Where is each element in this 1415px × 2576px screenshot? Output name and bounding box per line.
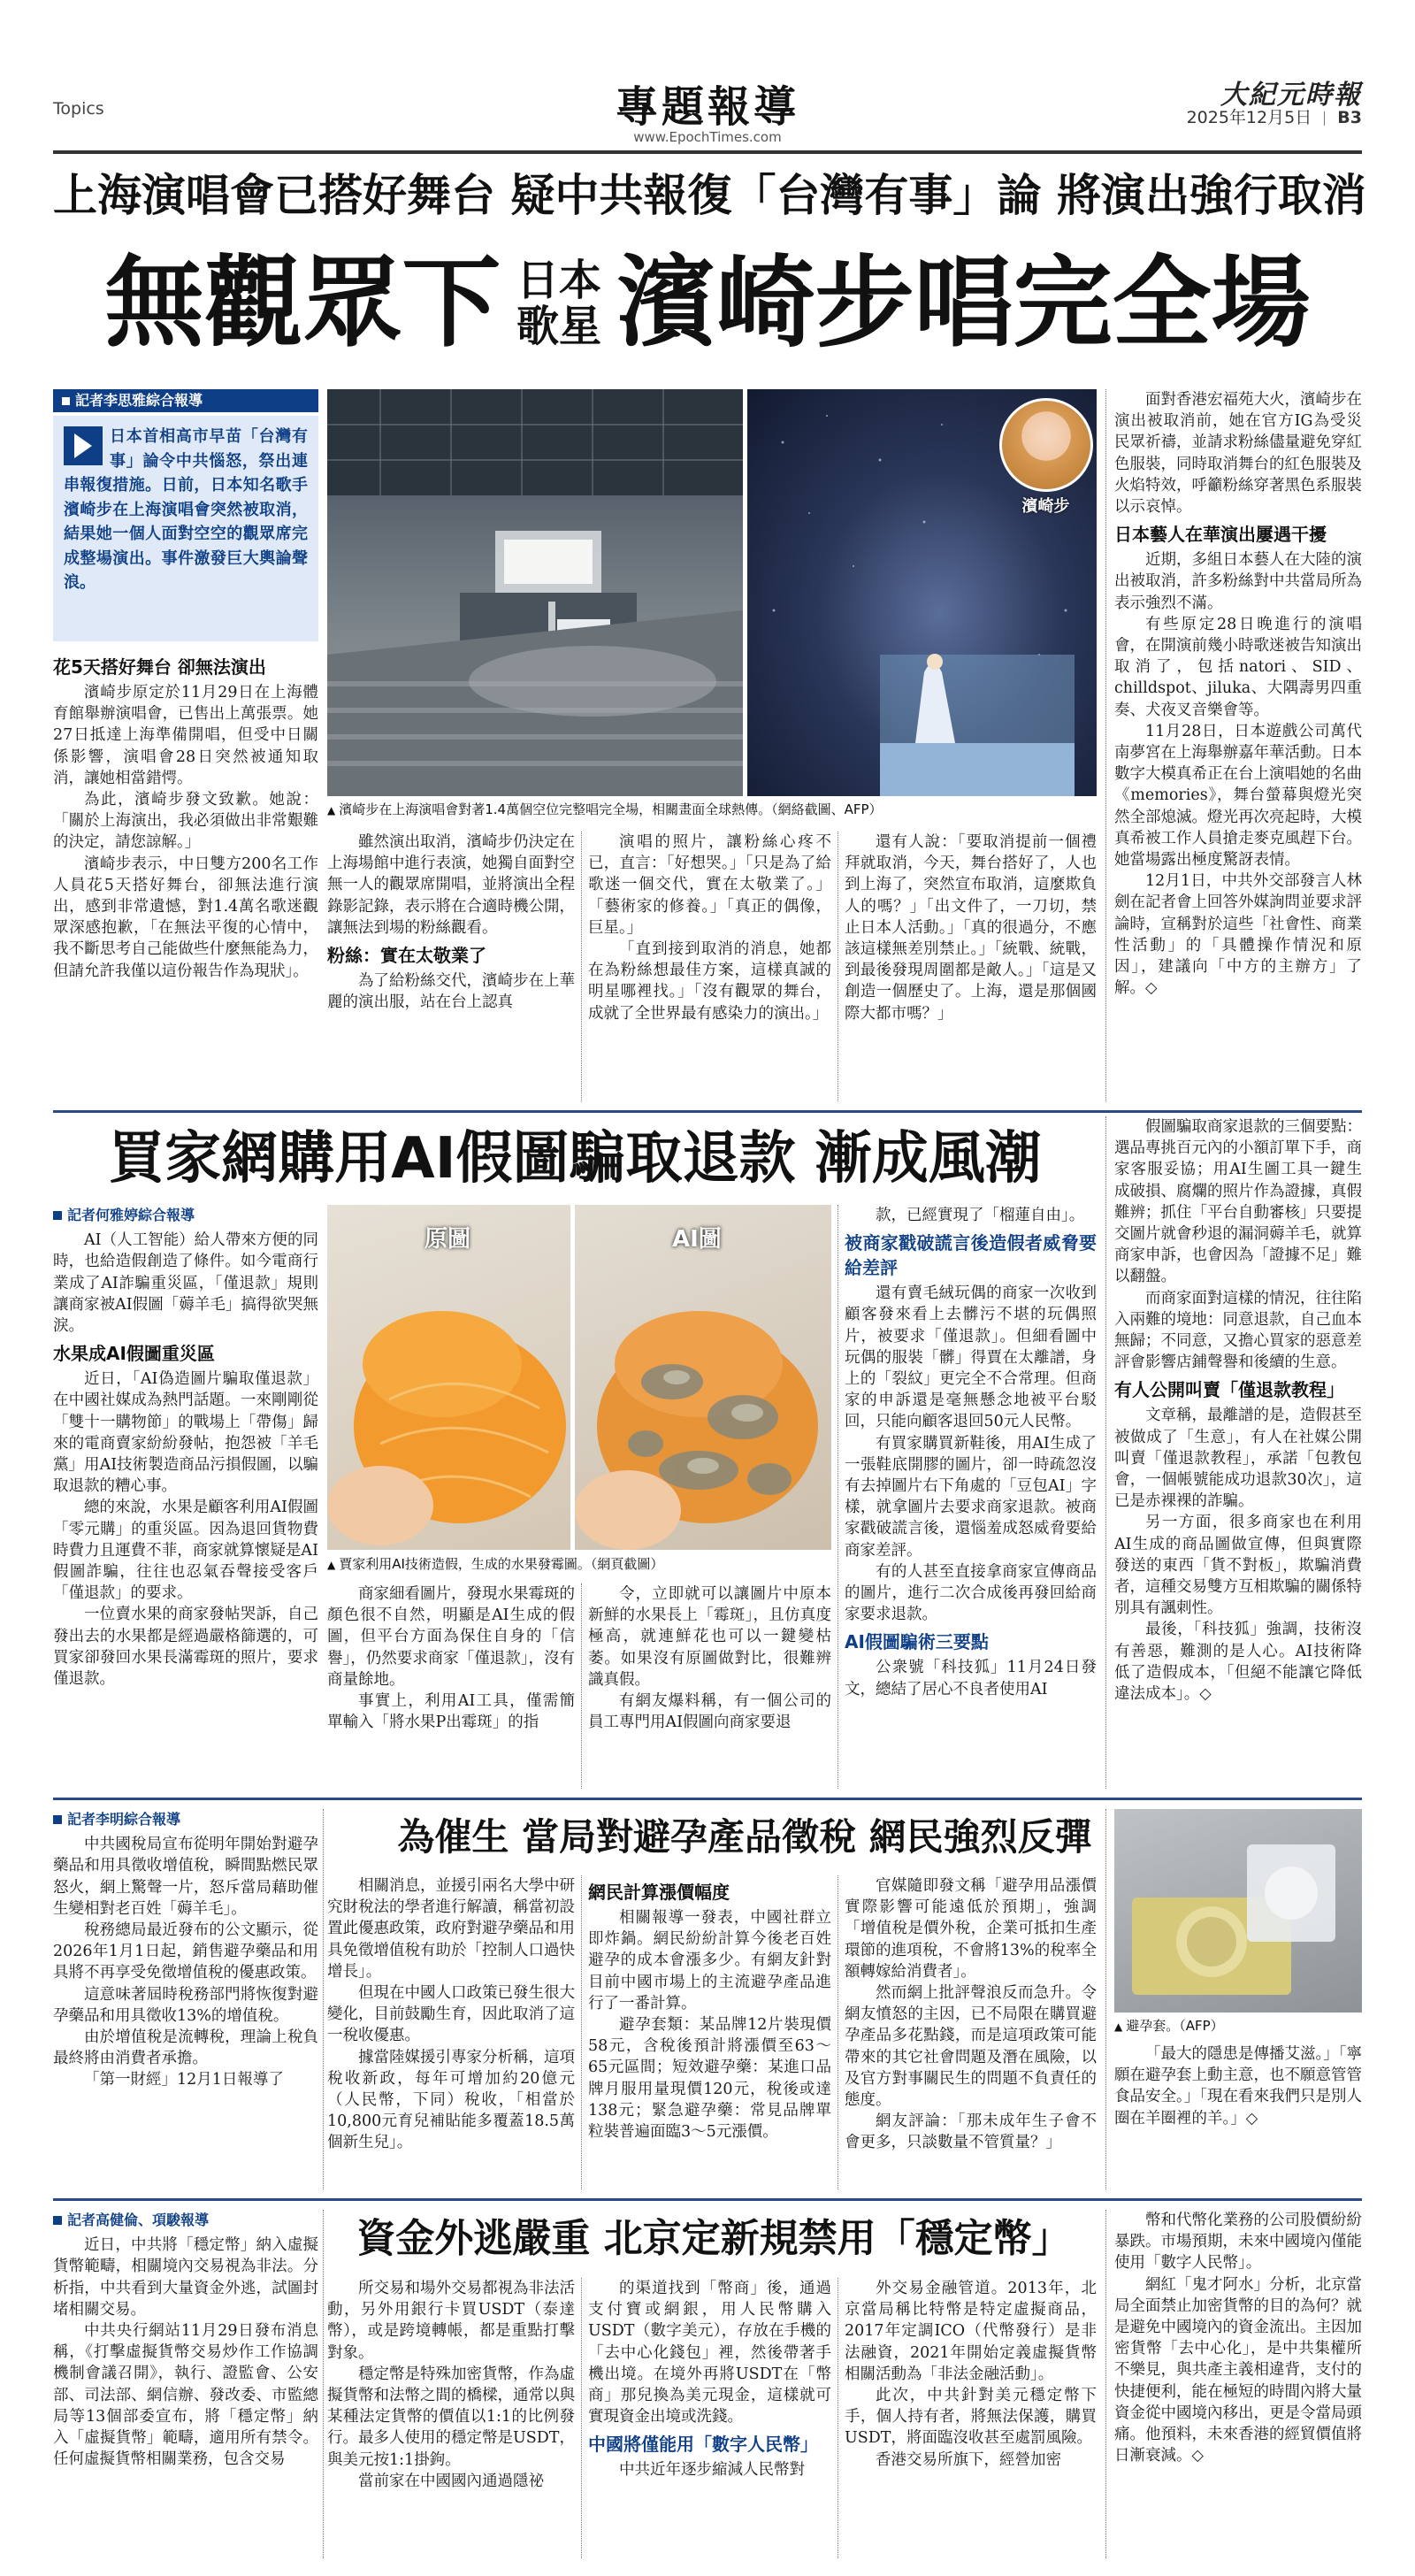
story2-paragraph: 有買家購買新鞋後，用AI生成了一張鞋底開膠的圖片，卻一時疏忽沒有去掉圖片右下角處的「豆包AI」字樣，就拿圖片去要求商家退款。被商家戳破謊言後，還惱羞成怒威脅要給商家差評。	[845, 1434, 1097, 1560]
story2-paragraph: 款，已經實現了「榴蓮自由」。	[876, 1207, 1085, 1224]
story3-column-1	[53, 1809, 318, 2189]
story2-paragraph: 有的人甚至直接拿商家宣傳商品的圖片，進行二次合成後再發回給商家要求退款。	[845, 1562, 1097, 1624]
story4-column-1	[53, 2210, 318, 2558]
story-divider	[53, 1110, 1362, 1113]
story2-paragraph: 近日，「AI偽造圖片騙取僅退款」在中國社媒成為熱門話題。一來剛剛從「雙十一購物節」的戰場上「帶傷」歸來的電商賣家紛紛發帖，抱怨被「羊毛黨」用AI技術製造商品污損假圖，以騙取退款的糟心事。	[53, 1370, 318, 1496]
column-divider	[323, 1809, 324, 2189]
story3-paragraph: 但現在中國人口政策已發生很大變化，目前鼓勵生育，因此取消了這一稅收優惠。	[327, 1984, 575, 2045]
story2-paragraph: 令，立即就可以讓圖片中原本新鮮的水果長上「霉斑」，且仿真度極高，就連鮮花也可以一鍵變枯萎。如果沒有原圖做對比，很難辨識真假。	[588, 1585, 831, 1689]
story1-paragraph: 「直到接到取消的消息，她都在為粉絲想最佳方案，這樣真誠的明星哪裡找。」「沒有觀眾的舞台，成就了全世界最有感染力的演出。」	[588, 940, 831, 1023]
story3-paragraph: 然而網上批評聲浪反而急升。令網友憤怒的主因，已不局限在購買避孕產品多花點錢，而是這項政策可能帶來的其它社會問題及潛在風險，以及官方對事關民生的問題不負責任的態度。	[845, 1984, 1097, 2110]
story3-column-3	[588, 1875, 831, 2189]
story4-byline	[53, 2210, 318, 2231]
story2-headline: 買家網購用AI假圖騙取退款 漸成風潮	[108, 1126, 1042, 1192]
story2-byline-text: 記者何雅婷綜合報導	[67, 1207, 195, 1223]
intro-arrow-icon	[64, 426, 103, 465]
story3-column-5	[1114, 2043, 1362, 2189]
story4-paragraph: 的渠道找到「幣商」後，通過支付寶或網銀，用人民幣購入USDT（數字美元），存放在手機的「去中心化錢包」裡，然後帶著手機出境。在境外再將USDT在「幣商」那兒換為美元現金，這樣就可實現資金出境或洗錢。	[588, 2280, 831, 2426]
newspaper-logo: 大紀元時報	[1220, 80, 1362, 111]
singer-portrait-inset	[999, 398, 1093, 492]
original-fruit-image	[327, 1205, 570, 1550]
column-divider	[323, 2210, 324, 2558]
story4-subhead-1: 中國將僅能用「數字人民幣」	[588, 2434, 818, 2456]
story4-paragraph: 中共央行網站11月29日發布消息稱，《打擊虛擬貨幣交易炒作工作協調機制會議召開》，執行、證監會、公安部、司法部、網信辦、發改委、市監總局等13個部委宣布，將「穩定幣」納入「虛擬貨幣」範疇，適用所有禁令。任何虛擬貨幣相關業務，包含交易	[53, 2322, 318, 2469]
caption-triangle-icon: ▲	[327, 1559, 336, 1571]
story1-paragraph: 近期，多組日本藝人在大陸的演出被取消，許多粉絲對中共當局所為表示強烈不滿。	[1114, 551, 1362, 612]
story2-paragraph: 商家細看圖片，發現水果霉斑的顏色很不自然，明顯是AI生成的假圖，但平台方面為保住自身的「信譽」，仍然要求商家「僅退款」，沒有商量餘地。	[327, 1585, 575, 1689]
story1-subhead-3: 日本藝人在華演出屢遇干擾	[1114, 524, 1327, 546]
story2-paragraph: 總的來說，水果是顧客利用AI假圖「零元購」的重災區。因為退回貨物費時費力且運費不菲，商家就算懷疑是AI假圖詐騙，往往也忍氣吞聲接受客戶「僅退款」的要求。	[53, 1499, 318, 1603]
story3-paragraph: 避孕套類：某品牌12片裝現價58元，含稅後預計將漲價至63～65元區間；短效避孕藥：某進口品牌月服用量現價120元，稅後或達138元；緊急避孕藥：常見品牌單粒裝普遍面臨3～5元漲價。	[588, 2016, 831, 2142]
page-title: 專題報導	[615, 82, 799, 132]
story3-paragraph: 由於增值稅是流轉稅，理論上稅負最終將由消費者承擔。	[53, 2028, 318, 2068]
story2-paragraph: 最後，「科技狐」強調，技術沒有善惡，難測的是人心。AI技術降低了造假成本，「但絕不能讓它降低違法成本」。◇	[1114, 1621, 1362, 1704]
story1-paragraph: 為了給粉絲交代，濱崎步在上華麗的演出服，站在台上認真	[327, 972, 575, 1012]
story4-paragraph: 幣和代幣化業務的公司股價紛紛暴跌。市場預期，未來中國境內僅能使用「數字人民幣」。	[1114, 2212, 1362, 2273]
column-divider	[1105, 1809, 1106, 2189]
story2-paragraph: 一位賣水果的商家發帖哭訴，自己發出去的水果都是經過嚴格篩選的，可買家卻發回水果長滿霉斑的照片，要求僅退款。	[53, 1606, 318, 1689]
story2-paragraph: AI（人工智能）給人帶來方便的同時，也給造假創造了條件。如今電商行業成了AI詐騙重災區，「僅退款」規則讓商家被AI假圖「薅羊毛」搞得欲哭無淚。	[53, 1231, 318, 1336]
masthead-date	[1105, 104, 1362, 128]
story1-paragraph: 12月1日，中共外交部發言人林劍在記者會上回答外媒詢問並要求評論時，宣稱對於這些「社會性、商業性活動」的「具體操作情況和原因」，建議向「中方的主辦方」了解。◇	[1114, 872, 1362, 998]
story1-photo-caption	[327, 801, 1097, 819]
story2-paragraph: 文章稱，最離譜的是，造假甚至被做成了「生意」，有人在社媒公開叫賣「僅退款教程」，承諾「包教包會，一個帳號能成功退款30次」，這已是赤裸裸的詐騙。	[1114, 1407, 1362, 1511]
story3-paragraph: 網友評論：「那未成年生子會不會更多，只談數量不管質量？」	[845, 2112, 1097, 2152]
ai-fruit-image	[575, 1205, 831, 1550]
story4-paragraph: 穩定幣是特殊加密貨幣，作為虛擬貨幣和法幣之間的橋樑，通常以與某種法定貨幣的價值以1:1的比例發行。最多人使用的穩定幣是USDT，與美元按1:1掛鉤。	[327, 2365, 575, 2469]
story3-photo-caption	[1114, 2017, 1362, 2036]
column-divider	[1105, 1116, 1106, 1789]
empty-stadium-photo	[327, 389, 743, 796]
story2-subhead-3: AI假圖騙術三要點	[845, 1631, 989, 1653]
story-divider	[53, 1798, 1362, 1800]
story3-paragraph: 「最大的隱患是傳播艾滋。」「寧願在避孕套上動主意，也不願意管管食品安全。」「現在看來我們只是別人圈在羊圈裡的羊。」◇	[1114, 2045, 1362, 2128]
story4-paragraph: 香港交易所旗下，經營加密	[876, 2450, 1061, 2469]
story2-paragraph: 事實上，利用AI工具，僅需簡單輸入「將水果P出霉斑」的指	[327, 1692, 575, 1732]
story4-headline: 資金外逃嚴重 北京定新規禁用「穩定幣」	[356, 2216, 1071, 2261]
column-divider	[581, 1875, 582, 2189]
story2-caption-text: 賈家利用AI技術造假，生成的水果發霉圖。（網頁截圖）	[339, 1556, 664, 1572]
section-label: Topics	[53, 99, 104, 119]
story4-column-3	[588, 2278, 831, 2558]
condom-illustration	[1114, 1809, 1362, 2012]
story1-column-1	[53, 650, 318, 1101]
story1-column-4	[845, 832, 1097, 1101]
story2-subhead-2: 被商家戳破謊言後造假者威脅要給差評	[845, 1232, 1097, 1279]
story4-column-2	[327, 2278, 575, 2558]
website-url: www.EpochTimes.com	[633, 129, 782, 145]
story1-paragraph: 為此，濱崎步發文致歉。她說：「關於上海演出，我必須做出非常艱難的決定，請您諒解。」	[53, 791, 318, 852]
story4-column-4	[845, 2278, 1097, 2558]
story4-paragraph: 外交易金融管道。2013年，北京當局稱比特幣是特定虛擬商品，2017年定調ICO（代幣發行）是非法融資，2021年開始定義虛擬貨幣相關活動為「非法金融活動」。	[845, 2280, 1097, 2383]
story3-headline: 為催生 當局對避孕產品徵稅 網民強烈反彈	[397, 1815, 1092, 1859]
story1-paragraph: 有些原定28日晚進行的演唱會，在開演前幾小時歌迷被告知演出取消了，包括natori、SID、chilldspot、jiluka、大隅壽男四重奏、犬夜叉音樂會等。	[1114, 615, 1362, 719]
headline-small-1: 日本	[516, 256, 601, 305]
story3-paragraph: 稅務總局最近發布的公文顯示，從2026年1月1日起，銷售避孕藥品和用具將不再享受免徵增值稅的優惠政策。	[53, 1921, 318, 1982]
singer-photo-label: 濱崎步	[1021, 497, 1070, 516]
story3-byline	[53, 1809, 318, 1830]
original-image-label: 原圖	[424, 1226, 471, 1253]
story1-paragraph: 演唱的照片，讓粉絲心疼不已，直言：「好想哭。」「只是為了給歌迷一個交代，實在太敬業了。」「藝術家的修養。」「真正的偶像，巨星。」	[588, 833, 831, 937]
story4-byline-text: 記者高健倫、項駿報導	[67, 2212, 210, 2228]
column-divider	[1105, 2210, 1106, 2558]
story-divider	[53, 2198, 1362, 2201]
headline-part-a: 無觀眾下	[104, 246, 501, 361]
stadium-illustration	[327, 389, 743, 796]
ai-image-label: AI圖	[672, 1226, 722, 1253]
story3-paragraph: 這意味著屆時稅務部門將恢復對避孕藥品和用具徵收13%的增值稅。	[53, 1985, 318, 2025]
story2-paragraph: 假圖騙取商家退款的三個要點：選品專挑百元內的小額訂單下手，商家客服妥協；用AI生圖工具一鍵生成破損、腐爛的照片作為證據，真假難辨；抓住「平台自動審核」只要提交圖片就會秒退的漏洞薅羊毛，就算商家申訴，也會因為「證據不足」難以翻盤。	[1114, 1118, 1362, 1286]
column-divider	[581, 2278, 582, 2558]
column-divider	[581, 1583, 582, 1789]
story1-caption-text: 濱崎步在上海演唱會對著1.4萬個空位完整唱完全場，相關畫面全球熱傳。（網絡截圖、AFP）	[339, 801, 883, 817]
story3-column-2	[327, 1875, 575, 2189]
moldy-orange-illustration	[575, 1205, 831, 1550]
story3-byline-text: 記者李明綜合報導	[67, 1811, 181, 1828]
story1-column-3	[588, 832, 831, 1101]
story2-subhead-1: 水果成AI假圖重災區	[53, 1343, 215, 1365]
story3-paragraph: 官媒隨即發文稱「避孕用品漲價實際影響可能遠低於預期」，強調「增值稅是價外稅，企業可抵扣生產環節的進項稅，不會將13%的稅率全額轉嫁給消費者」。	[845, 1877, 1097, 1981]
caption-triangle-icon: ▲	[327, 804, 336, 816]
story3-column-4	[845, 1875, 1097, 2189]
story1-byline	[53, 389, 318, 412]
story2-paragraph: 另一方面，很多商家也在利用AI生成的商品圖做宣傳，但與實際發送的東西「貨不對板」，欺騙消費者，這種交易雙方互相欺騙的關係特別具有諷刺性。	[1114, 1514, 1362, 1618]
story3-caption-text: 避孕套。（AFP）	[1126, 2018, 1224, 2034]
story3-paragraph: 「第一財經」12月1日報導了	[84, 2071, 284, 2089]
story4-paragraph: 近日，中共將「穩定幣」納入虛擬貨幣範疇，相關境內交易視為非法。分析指，中共看到大量資金外逃，試圖封堵相關交易。	[53, 2236, 318, 2319]
masthead-rule	[53, 150, 1362, 154]
story1-subhead-1: 花5天搭好舞台 卻無法演出	[53, 656, 266, 678]
story4-paragraph: 此次，中共針對美元穩定幣下手，個人持有者，將無法保護，購買USDT，將面臨沒收甚至處罰風險。	[845, 2387, 1097, 2448]
story2-paragraph: 還有賣毛絨玩偶的商家一次收到顧客發來看上去髒污不堪的玩偶照片，被要求「僅退款」。但細看圖中玩偶的服裝「髒」得賈在太離譜，身上的「裂紋」更完全不合常理。但商家的申訴還是毫無懸念地被平台駁回，只能向顧客退回50元人民幣。	[845, 1284, 1097, 1431]
story3-paragraph: 相關消息，並援引兩名大學中研究財稅法的學者進行解讀，稱當初設置此優惠政策，政府對避孕藥品和用具免徵增值稅有助於「控制人口過快增長」。	[327, 1877, 575, 1981]
story1-byline-text: 記者李思雅綜合報導	[75, 392, 203, 409]
page-number: B3	[1337, 108, 1362, 127]
story1-paragraph: 面對香港宏福苑大火，濱崎步在演出被取消前，她在官方IG為受災民眾祈禱，並請求粉絲儘量避免穿紅色服裝，同時取消舞台的紅色服裝及火焰特效，呼籲粉絲穿著黑色系服裝以示哀悼。	[1114, 391, 1362, 517]
story1-intro: 日本首相高市早苗「台灣有事」論令中共惱怒，祭出連串報復措施。日前，日本知名歌手濱崎步在上海演唱會突然被取消，結果她一個人面對空空的觀眾席完成整場演出。事件激發巨大輿論聲浪。	[64, 427, 308, 592]
story2-photo-caption	[327, 1555, 831, 1574]
story3-subhead-1: 網民計算漲價幅度	[588, 1882, 730, 1903]
orange-illustration	[327, 1205, 570, 1550]
story2-column-2	[327, 1583, 575, 1789]
story2-subhead-4: 有人公開叫賣「僅退款教程」	[1114, 1379, 1344, 1401]
column-divider	[581, 832, 582, 1101]
story1-intro-box	[53, 416, 318, 641]
headline-small-2: 歌星	[516, 302, 601, 351]
singer-stage-photo	[747, 389, 1097, 796]
story3-paragraph: 中共國稅局宣布從明年開始對避孕藥品和用具徵收增值稅，瞬間點燃民眾怒火，網上驚聲一片，怒斥當局藉助催生變相對老百姓「薅羊毛」。	[53, 1836, 318, 1918]
story2-column-1	[53, 1205, 318, 1789]
story2-column-4	[845, 1205, 1097, 1789]
story2-paragraph: 有網友爆料稱，有一個公司的員工專門用AI假圖向商家要退	[588, 1692, 831, 1732]
story1-paragraph: 雖然演出取消，濱崎步仍決定在上海場館中進行表演，她獨自面對空無一人的觀眾席開唱，並將演出全程錄影記錄，表示將在合適時機公開，讓無法到場的粉絲觀看。	[327, 833, 575, 937]
story1-paragraph: 還有人說：「要取消提前一個禮拜就取消，今天，舞台搭好了，人也到上海了，突然宣布取消，這麼欺負人的嗎？」「出文件了，一刀切，禁止日本人活動。」「真的很過分，不應該這樣無差別禁止。」「統戰、統戰，到最後發現周圍都是敵人。」「這是又創造一個歷史了。上海，還是那個國際大都市嗎？」	[845, 833, 1097, 1023]
column-divider	[1105, 389, 1106, 1101]
story2-column-5	[1114, 1116, 1362, 1789]
story1-headline	[53, 237, 1362, 370]
story1-paragraph: 11月28日，日本遊戲公司萬代南夢宮在上海舉辦嘉年華活動。日本數字大模真希正在台上演唱她的名曲《memories》，舞台螢幕與燈光突然全部熄滅。燈光再次亮起時，大模真希被工作人員搶走麥克風趕下台。她當場露出極度驚訝表情。	[1114, 722, 1362, 870]
story4-paragraph: 網紅「鬼才阿水」分析，北京當局全面禁止加密貨幣的目的為何？就是避免中國境內的資金流出。主因加密貨幣「去中心化」，是中共集權所不樂見，與共產主義相違背，支付的快捷便利，能在極短的時間內將大量資金從中國境內移出，更是令當局頭痛。他預料，未來香港的經貿價值將日漸衰減。◇	[1114, 2275, 1362, 2465]
issue-date: 2025年12月5日	[1186, 108, 1312, 127]
story1-column-2	[327, 832, 575, 1101]
condom-photo	[1114, 1809, 1362, 2012]
story2-byline	[53, 1205, 318, 1226]
story1-kicker: 上海演唱會已搭好舞台 疑中共報復「台灣有事」論 將演出強行取消	[53, 170, 1366, 221]
story3-paragraph: 相關報導一發表，中國社群立即炸鍋。網民紛紛計算今後老百姓避孕的成本會漲多少。有網友針對目前中國市場上的主流避孕產品進行了一番計算。	[588, 1909, 831, 2012]
headline-small-stack	[516, 257, 601, 349]
story4-paragraph: 當前家在中國國內通過隱祕	[358, 2472, 544, 2490]
story4-paragraph: 所交易和場外交易都視為非法活動，另外用銀行卡買USDT（泰達幣），或是跨境轉帳，都是重點打擊對象。	[327, 2280, 575, 2362]
story2-column-3	[588, 1583, 831, 1789]
story1-paragraph: 濱崎步表示，中日雙方200名工作人員花5天搭好舞台，卻無法進行演出，感到非常遺憾，對1.4萬名歌迷觀眾深感抱歉，「在無法平復的心情中，我不斷思考自己能做些什麼無能為力，但請允許我僅以這份報告作為現狀」。	[53, 855, 318, 980]
story2-paragraph: 公衆號「科技狐」11月24日發文，總結了居心不良者使用AI	[845, 1659, 1097, 1698]
story3-paragraph: 據當陸媒援引專家分析稱，這項稅收新政，每年可增加約20億元（人民幣，下同）稅收，「相當於10,800元育兒補貼能多覆蓋18.5萬個新生兒」。	[327, 2048, 575, 2152]
story2-paragraph: 而商家面對這樣的情況，往往陷入兩難的境地：同意退款，自己血本無歸；不同意，又擔心買家的惡意差評會影響店鋪聲譽和後續的生意。	[1114, 1289, 1362, 1372]
story1-subhead-2: 粉絲：實在太敬業了	[327, 945, 486, 967]
headline-part-b: 濱崎步唱完全場	[616, 246, 1311, 361]
story1-column-5	[1114, 389, 1362, 1101]
caption-triangle-icon: ▲	[1114, 2020, 1123, 2033]
story4-paragraph: 中共近年逐步縮減人民幣對	[619, 2461, 805, 2480]
story4-column-5	[1114, 2210, 1362, 2558]
story1-paragraph: 濱崎步原定於11月29日在上海體育館舉辦演唱會，已售出上萬張票。她27日抵達上海準備開唱，但受中日關係影響，演唱會28日突然被通知取消，讓她相當錯愕。	[53, 684, 318, 787]
